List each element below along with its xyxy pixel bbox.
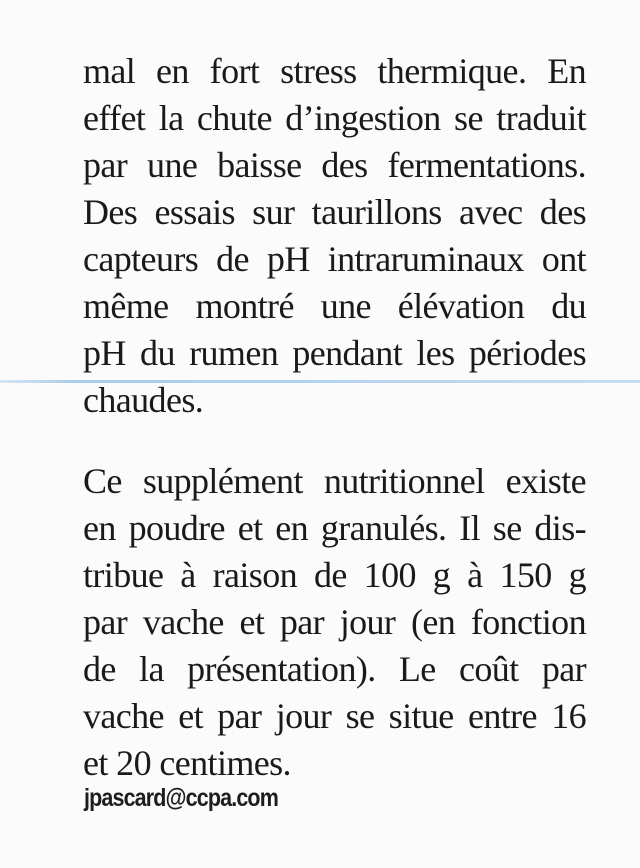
text-line: mal en fort stress thermique. En [83, 51, 586, 91]
text-line: de la présentation). Le coût par [83, 649, 586, 689]
paragraph-heat-stress [83, 48, 586, 424]
text-line: tribue à raison de 100 g à 150 g [83, 555, 586, 595]
text-line: et 20 centimes. [83, 743, 291, 783]
text-line: Ce supplément nutritionnel existe [83, 461, 586, 501]
text-line: vache et par jour se situe entre 16 [83, 696, 586, 736]
text-line: effet la chute d’ingestion se traduit [83, 98, 586, 138]
text-line: même montré une élévation du [83, 286, 586, 326]
contact-email-link[interactable]: jpascard@ccpa.com [84, 784, 278, 812]
text-line: capteurs de pH intraruminaux ont [83, 239, 586, 279]
text-line: par une baisse des fermentations. [83, 145, 586, 185]
paragraph-supplement [83, 458, 586, 787]
text-line: pH du rumen pendant les périodes [83, 333, 586, 373]
text-line: Des essais sur taurillons avec des [83, 192, 586, 232]
text-line: chaudes. [83, 380, 204, 420]
text-line: par vache et par jour (en fonction [83, 602, 586, 642]
text-line: en poudre et en granulés. Il se dis- [83, 508, 586, 548]
